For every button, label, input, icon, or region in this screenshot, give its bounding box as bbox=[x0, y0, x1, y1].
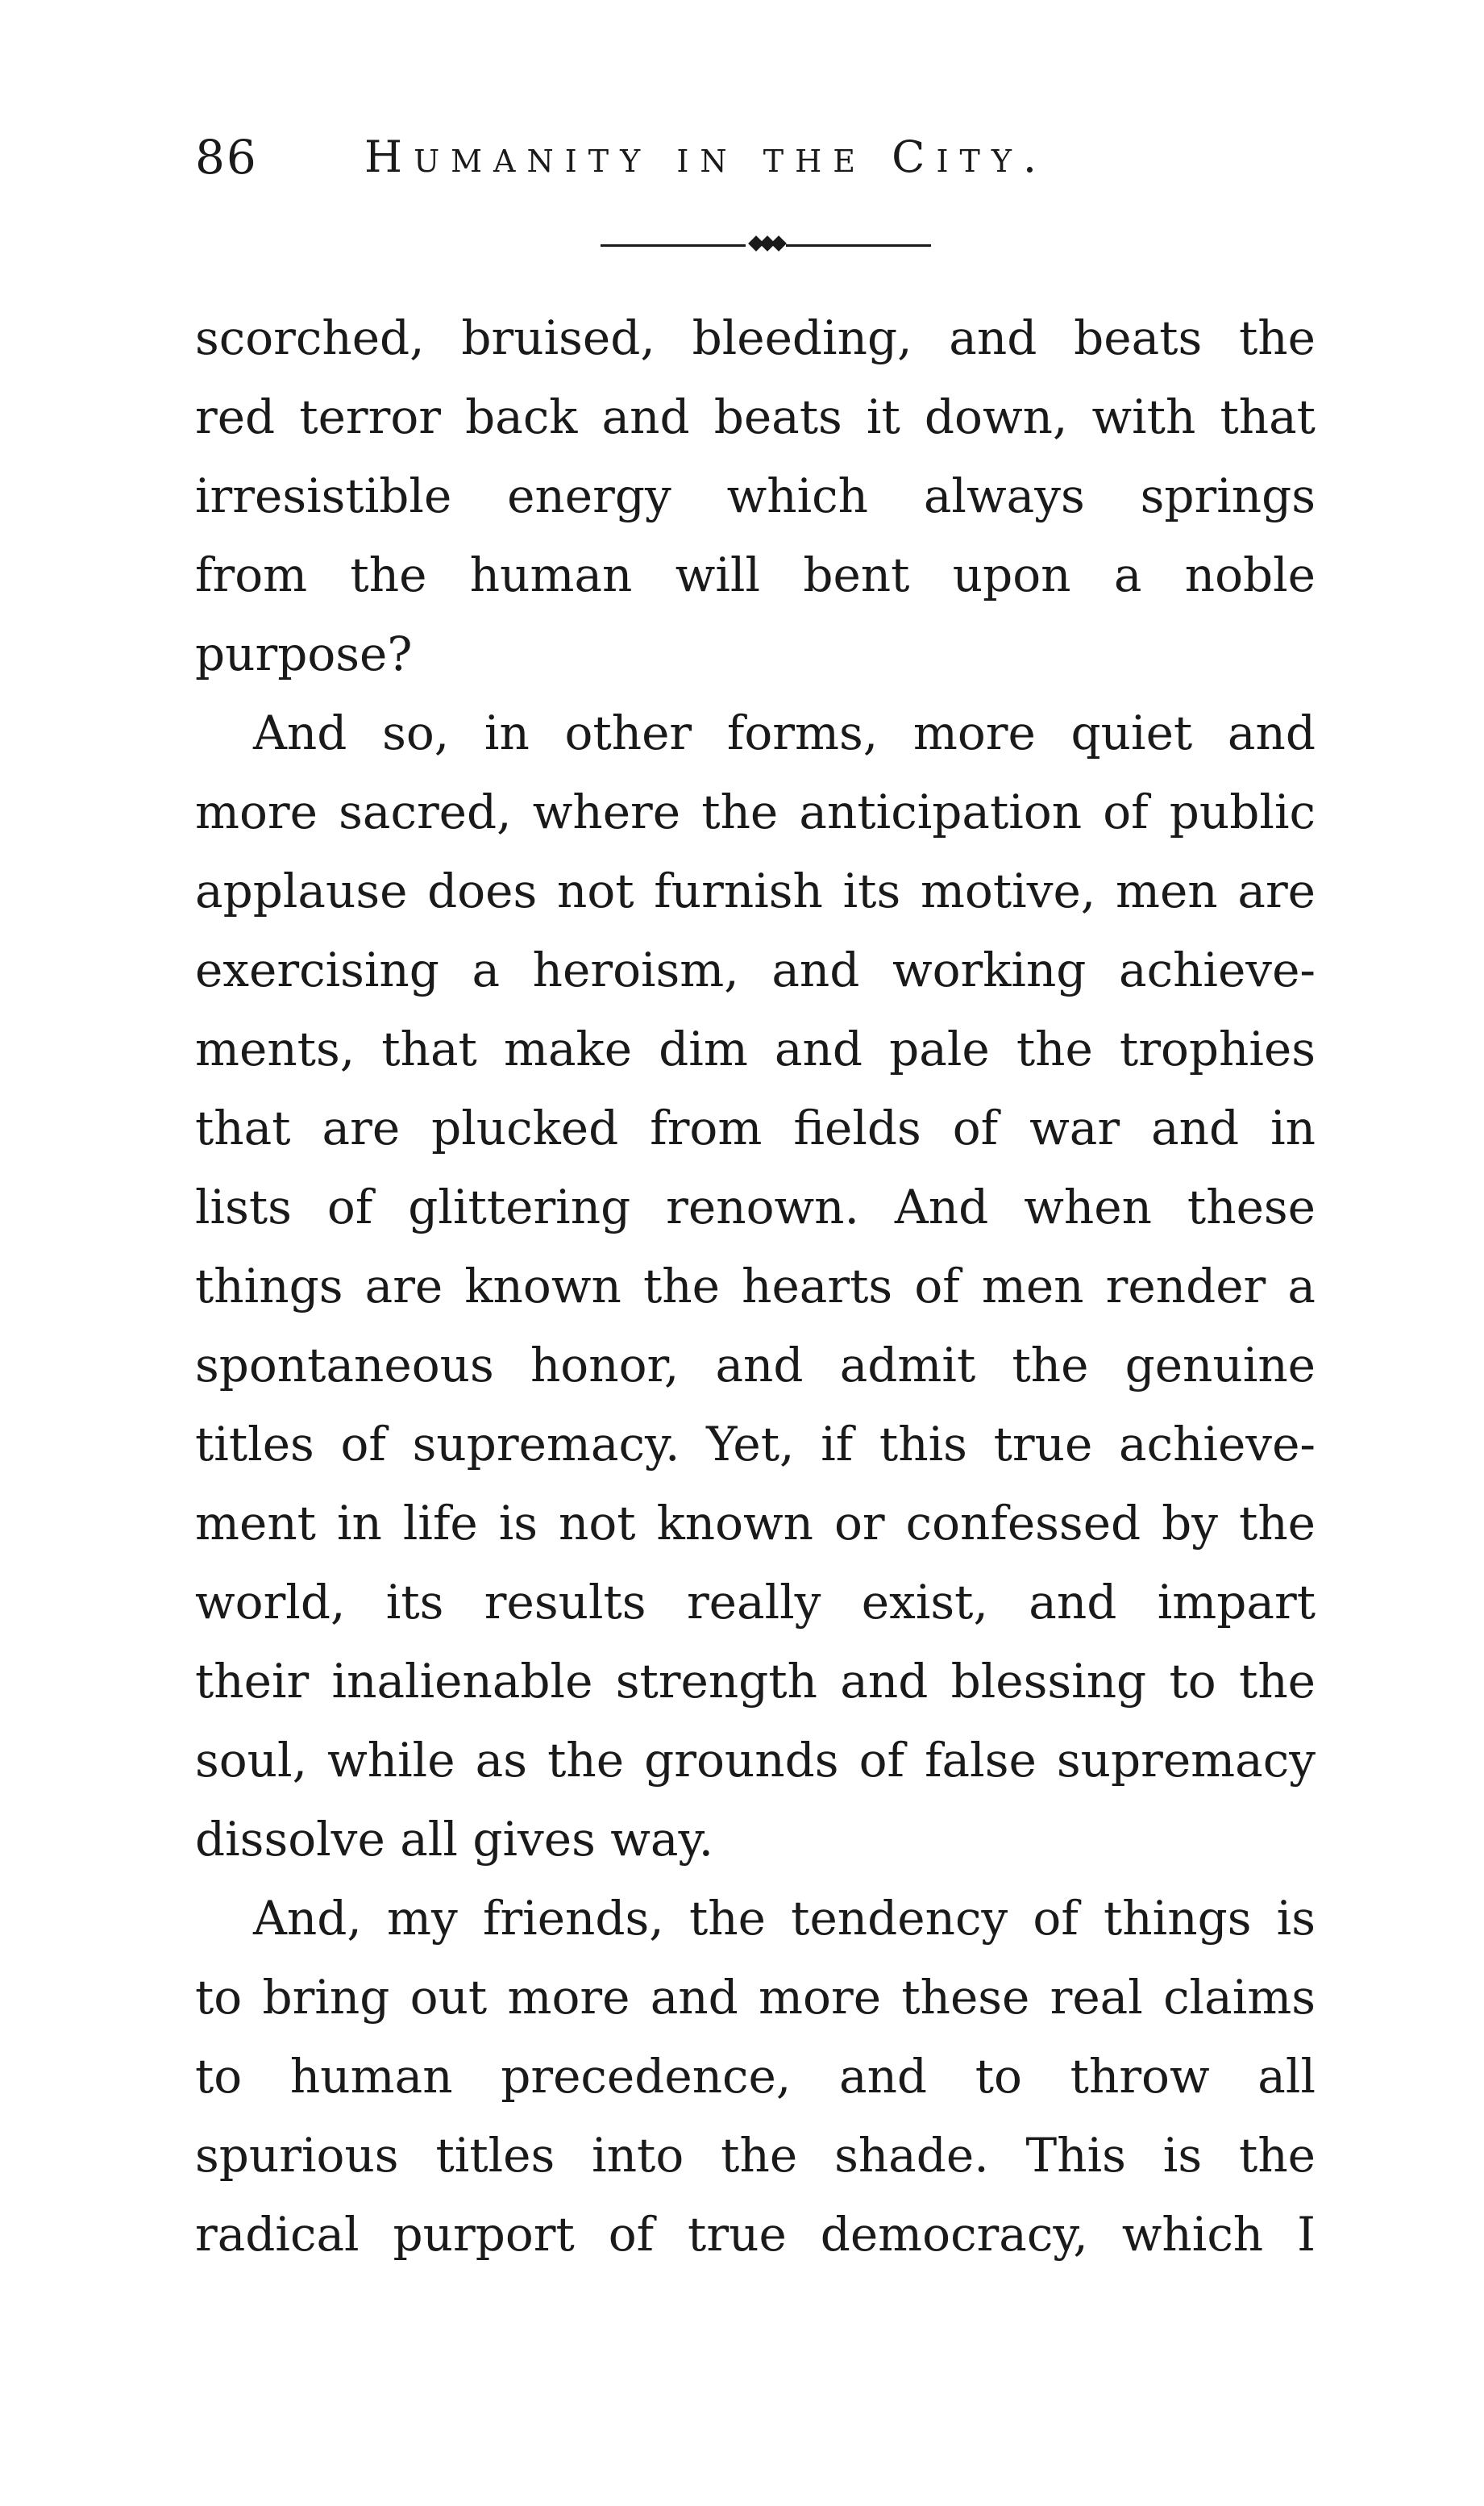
header-ornament bbox=[601, 235, 931, 255]
text-line: ment in life is not known or confessed by the bbox=[195, 1496, 1316, 1551]
ornament-diamond bbox=[771, 235, 787, 252]
text-line: to human precedence, and to throw all bbox=[195, 2049, 1316, 2104]
text-line: purpose? bbox=[195, 626, 413, 681]
text-line: radical purport of true democracy, which I bbox=[195, 2207, 1316, 2262]
text-line: their inalienable strength and blessing to the bbox=[195, 1654, 1316, 1709]
page-number: 86 bbox=[195, 130, 258, 185]
ornament-rule-right bbox=[786, 244, 931, 247]
ornament-rule-left bbox=[601, 244, 746, 247]
text-line: exercising a heroism, and working achieve- bbox=[195, 943, 1316, 997]
running-head bbox=[195, 121, 1316, 194]
running-title: Humanity in the City. bbox=[364, 131, 1049, 182]
text-line: spontaneous honor, and admit the genuine bbox=[195, 1338, 1316, 1392]
text-line: And, my friends, the tendency of things is bbox=[253, 1891, 1316, 1946]
text-line: to bring out more and more these real claims bbox=[195, 1970, 1316, 2025]
text-line: more sacred, where the anticipation of public bbox=[195, 785, 1316, 839]
body-text bbox=[195, 298, 1316, 2274]
text-line: dissolve all gives way. bbox=[195, 1812, 714, 1867]
text-line: And so, in other forms, more quiet and bbox=[253, 706, 1316, 760]
text-line: lists of glittering renown. And when these bbox=[195, 1180, 1316, 1234]
text-line: irresistible energy which always springs bbox=[195, 468, 1316, 523]
text-line: titles of supremacy. Yet, if this true achieve- bbox=[195, 1417, 1316, 1472]
text-line: scorched, bruised, bleeding, and beats the bbox=[195, 310, 1316, 365]
text-line: world, its results really exist, and impart bbox=[195, 1575, 1316, 1630]
text-line: applause does not furnish its motive, men are bbox=[195, 864, 1316, 918]
text-line: soul, while as the grounds of false supremacy bbox=[195, 1733, 1316, 1788]
text-line: from the human will bent upon a noble bbox=[195, 547, 1316, 602]
text-line: red terror back and beats it down, with that bbox=[195, 389, 1316, 444]
text-line: things are known the hearts of men render a bbox=[195, 1259, 1316, 1313]
text-line: ments, that make dim and pale the trophies bbox=[195, 1022, 1316, 1076]
text-line: that are plucked from fields of war and in bbox=[195, 1101, 1316, 1155]
text-line: spurious titles into the shade. This is the bbox=[195, 2128, 1316, 2183]
